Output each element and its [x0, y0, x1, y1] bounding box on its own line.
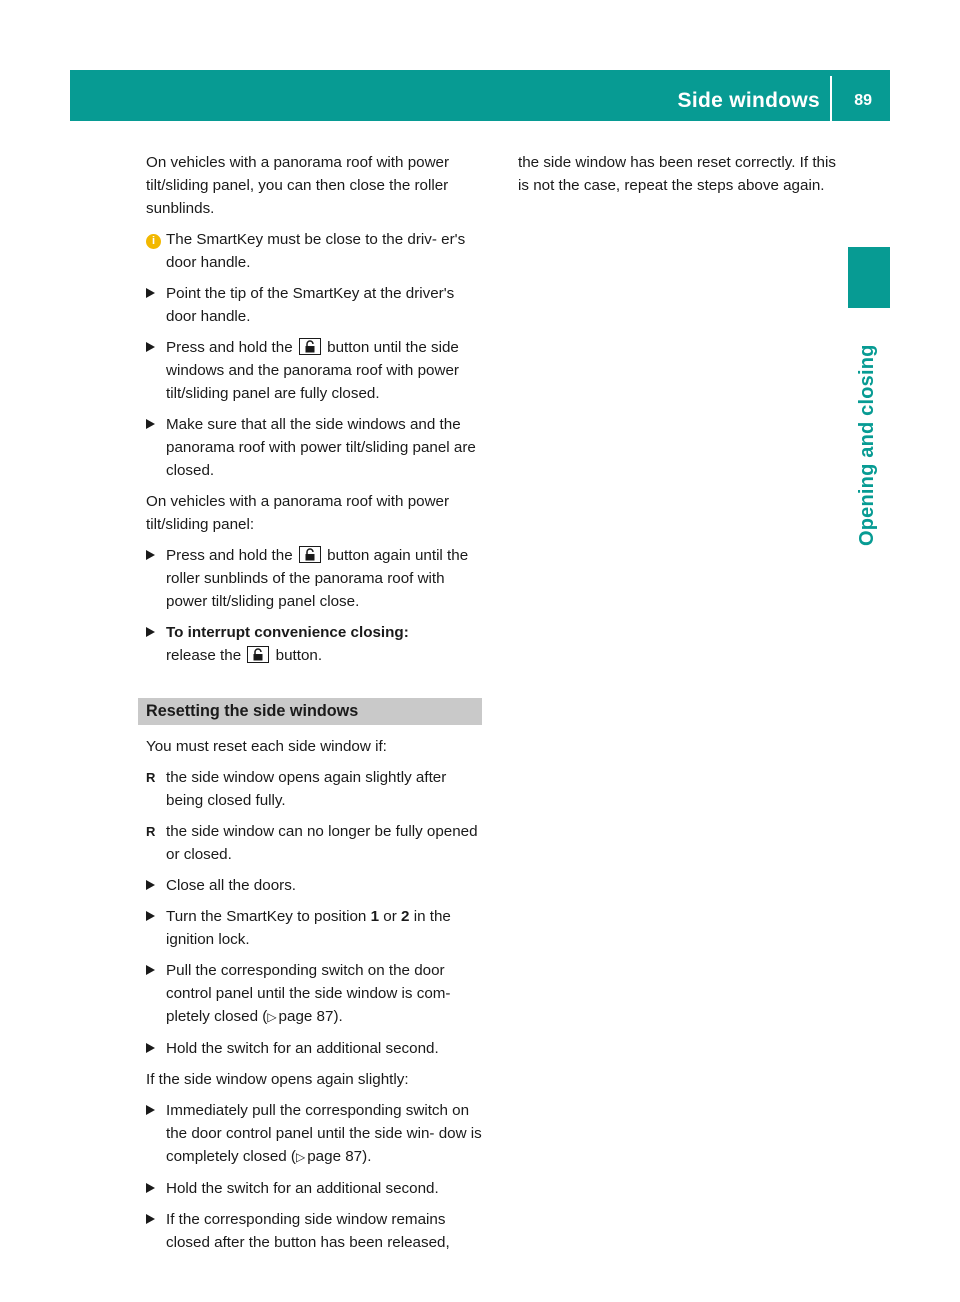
chapter-label: Opening and closing [856, 344, 878, 546]
step-text: in the ignition lock. [166, 908, 451, 948]
paragraph: On vehicles with a panorama roof with power tilt/sliding panel: [146, 493, 450, 533]
lock-button-icon [299, 338, 321, 355]
section-heading: Resetting the side windows [138, 698, 482, 725]
step-item [146, 874, 482, 897]
position-number: 1 [370, 908, 380, 925]
step-item [146, 905, 482, 951]
triangle-arrow-icon [146, 419, 155, 429]
step-item [146, 959, 482, 1029]
page-ref-arrow-icon: ▷ [296, 1150, 306, 1164]
page-reference[interactable]: page 87 [307, 1148, 363, 1165]
step-item [146, 282, 482, 328]
triangle-arrow-icon [146, 965, 155, 975]
step-item [146, 544, 482, 613]
triangle-arrow-icon [146, 550, 155, 560]
info-icon: i [146, 234, 161, 249]
page-ref-arrow-icon: ▷ [267, 1010, 277, 1024]
triangle-arrow-icon [146, 1105, 155, 1115]
lock-button-icon [247, 646, 269, 663]
page-reference[interactable]: page 87 [278, 1008, 334, 1025]
bullet-item [146, 766, 482, 812]
header-separator [830, 76, 832, 121]
bullet-item [146, 820, 482, 866]
step-item [146, 621, 482, 667]
triangle-arrow-icon [146, 911, 155, 921]
step-text: ). [333, 1008, 343, 1025]
triangle-arrow-icon [146, 1043, 155, 1053]
page-title: Side windows [677, 89, 820, 112]
page-number: 89 [854, 92, 872, 109]
step-text: Turn the SmartKey to position [166, 908, 367, 925]
step-text: Pull the corresponding switch on the door control panel until the side window is com- pletely closed ( [166, 962, 451, 1025]
step-text: Make sure that all the side windows and the panorama roof with power tilt/sliding panel are closed. [166, 416, 476, 479]
triangle-arrow-icon [146, 342, 155, 352]
paragraph: On vehicles with a panorama roof with power tilt/sliding panel, you can then close the roller sunblinds. [146, 154, 450, 217]
triangle-arrow-icon [146, 880, 155, 890]
triangle-arrow-icon [146, 1214, 155, 1224]
bullet-text: the side window opens again slightly after being closed fully. [166, 769, 447, 809]
bullet-icon: R [146, 824, 156, 839]
step-title: To interrupt convenience closing: [166, 624, 409, 641]
step-item [146, 1037, 482, 1060]
triangle-arrow-icon [146, 288, 155, 298]
info-note [146, 228, 482, 274]
position-number: 2 [401, 908, 410, 925]
step-text: release the [166, 647, 242, 664]
info-text: The SmartKey must be close to the driv- er's door handle. [166, 231, 466, 271]
step-item [146, 1099, 482, 1169]
step-text: Hold the switch for an additional second. [166, 1180, 439, 1197]
left-column [146, 151, 482, 1262]
lock-button-icon [299, 546, 321, 563]
step-item [146, 1208, 482, 1254]
step-text: button. [275, 647, 323, 664]
step-item [146, 1177, 482, 1200]
step-text: button again until the roller sunblinds of the panorama roof with power tilt/sliding panel close. [166, 547, 469, 610]
step-text: Press and hold the [166, 339, 293, 356]
bullet-icon: R [146, 770, 156, 785]
right-column [518, 151, 840, 205]
step-text: If the corresponding side window remains closed after the button has been released, [166, 1211, 450, 1251]
paragraph: You must reset each side window if: [146, 738, 387, 755]
header-bar [70, 70, 890, 121]
paragraph: the side window has been reset correctly. If this is not the case, repeat the steps above again. [518, 154, 836, 194]
triangle-arrow-icon [146, 627, 155, 637]
step-text: Press and hold the [166, 547, 293, 564]
paragraph: If the side window opens again slightly: [146, 1071, 409, 1088]
step-text: Close all the doors. [166, 877, 297, 894]
step-item [146, 336, 482, 405]
bullet-text: the side window can no longer be fully opened or closed. [166, 823, 478, 863]
step-item [146, 413, 482, 482]
step-text: or [383, 908, 397, 925]
step-text: Point the tip of the SmartKey at the driver's door handle. [166, 285, 455, 325]
step-text: Immediately pull the corresponding switch on the door control panel until the side win- dow is completely closed ( [166, 1102, 482, 1165]
step-text: button until the side windows and the panorama roof with power tilt/sliding panel are fully closed. [166, 339, 459, 402]
triangle-arrow-icon [146, 1183, 155, 1193]
step-text: Hold the switch for an additional second. [166, 1040, 439, 1057]
step-text: ). [362, 1148, 372, 1165]
